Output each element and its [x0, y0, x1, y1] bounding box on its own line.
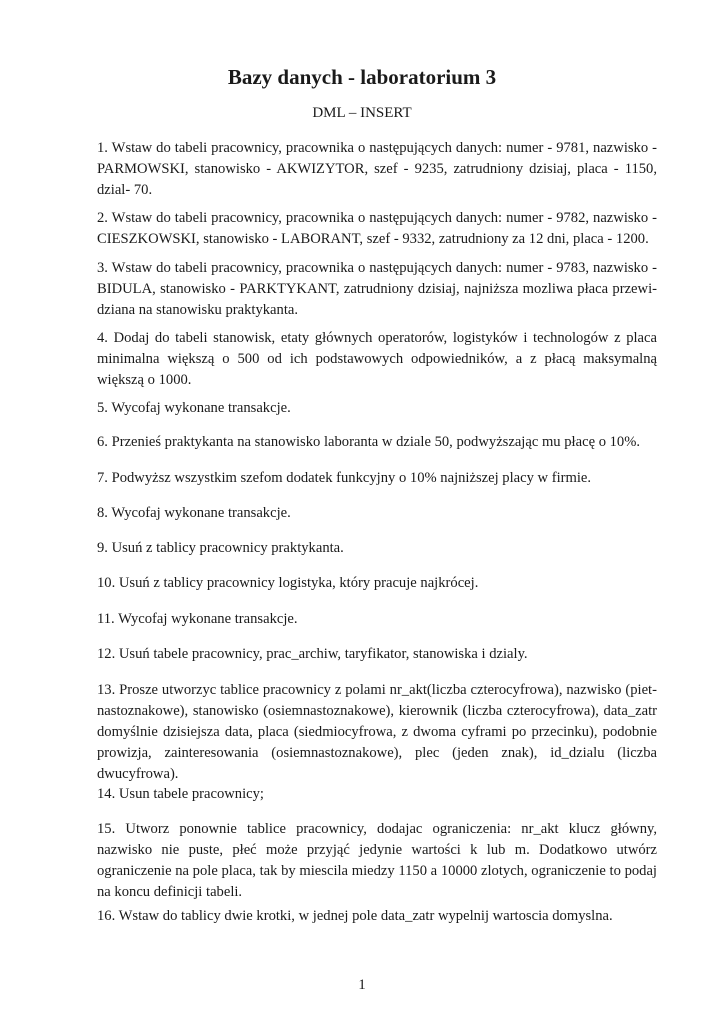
- task-item-14: 14. Usun tabele pracownicy;: [97, 786, 264, 802]
- task-item-15: 15. Utworz ponownie tablice pracownicy, dodajac ograniczenia: nr_akt klucz główny, nazwisko nie puste, płeć może przyjąć jedynie wartości k lub m. Dodatkowo utwórz ograniczenie na pole placa, tak by miescila miedzy 1150 a 10000 zlotych, ograniczenie to podaj na koncu definicji tabeli.: [97, 821, 657, 900]
- task-item-7: 7. Podwyższ wszystkim szefom dodatek funkcyjny o 10% najniższej placy w firmie.: [97, 470, 592, 486]
- task-item-8: 8. Wycofaj wykonane transakcje.: [97, 505, 291, 521]
- task-item-10: 10. Usuń z tablicy pracownicy logistyka, który pracuje najkrócej.: [97, 575, 479, 591]
- task-item-1: 1. Wstaw do tabeli pracownicy, pracownika o następujących danych: numer - 9781, nazwisko - PARMOWSKI, stanowisko - AKWIZYTOR, szef - 9235, zatrudniony dzisiaj, placa - 1150, dzial- 70.: [97, 140, 657, 198]
- task-item-4: 4. Dodaj do tabeli stanowisk, etaty głównych operatorów, logistyków i technologów z placa minimalna większą o 500 od ich podstawowych odpowiedników, a z płacą maksymalną większą o 1000.: [97, 330, 657, 388]
- task-item-16: 16. Wstaw do tablicy dwie krotki, w jednej pole data_zatr wypelnij wartoscia domyslna.: [97, 908, 613, 924]
- task-item-9: 9. Usuń z tablicy pracownicy praktykanta.: [97, 540, 344, 556]
- task-item-5: 5. Wycofaj wykonane transakcje.: [97, 400, 291, 416]
- page-number: 1: [358, 977, 366, 993]
- task-item-11: 11. Wycofaj wykonane transakcje.: [97, 611, 298, 627]
- document-title: Bazy danych - laboratorium 3: [227, 65, 497, 89]
- task-item-6: 6. Przenieś praktykanta na stanowisko laboranta w dziale 50, podwyższając mu płacę o 10%.: [97, 434, 641, 450]
- task-item-12: 12. Usuń tabele pracownicy, prac_archiw, taryfikator, stanowiska i dzialy.: [97, 646, 528, 662]
- task-item-2: 2. Wstaw do tabeli pracownicy, pracownika o następujących danych: numer - 9782, nazwisko - CIESZKOWSKI, stanowisko - LABORANT, szef - 9332, zatrudniony za 12 dni, placa - 1200.: [97, 210, 657, 247]
- document-subtitle: DML – INSERT: [312, 105, 412, 121]
- task-item-13: 13. Prosze utworzyc tablice pracownicy z polami nr_akt(liczba czterocyfrowa), nazwisko (pietnastoznakowe), stanowisko (osiemnastoznakowe), kierownik (liczba czterocyfrowa), data_zatr domyślnie dzisiejsza data, placa (siedmiocyfrowa, z dwoma cyframi po przecinku), podobnie prowizja, zainteresowania (osiemnastoznakowe), plec (jeden znak), id_dzialu (liczba dwucyfrowa).: [97, 682, 657, 782]
- task-item-3: 3. Wstaw do tabeli pracownicy, pracownika o następujących danych: numer - 9783, nazwisko - BIDULA, stanowisko - PARKTYKANT, zatrudniony dzisiaj, najniższa mozliwa płaca przewidziana na stanowisku praktykanta.: [97, 260, 657, 318]
